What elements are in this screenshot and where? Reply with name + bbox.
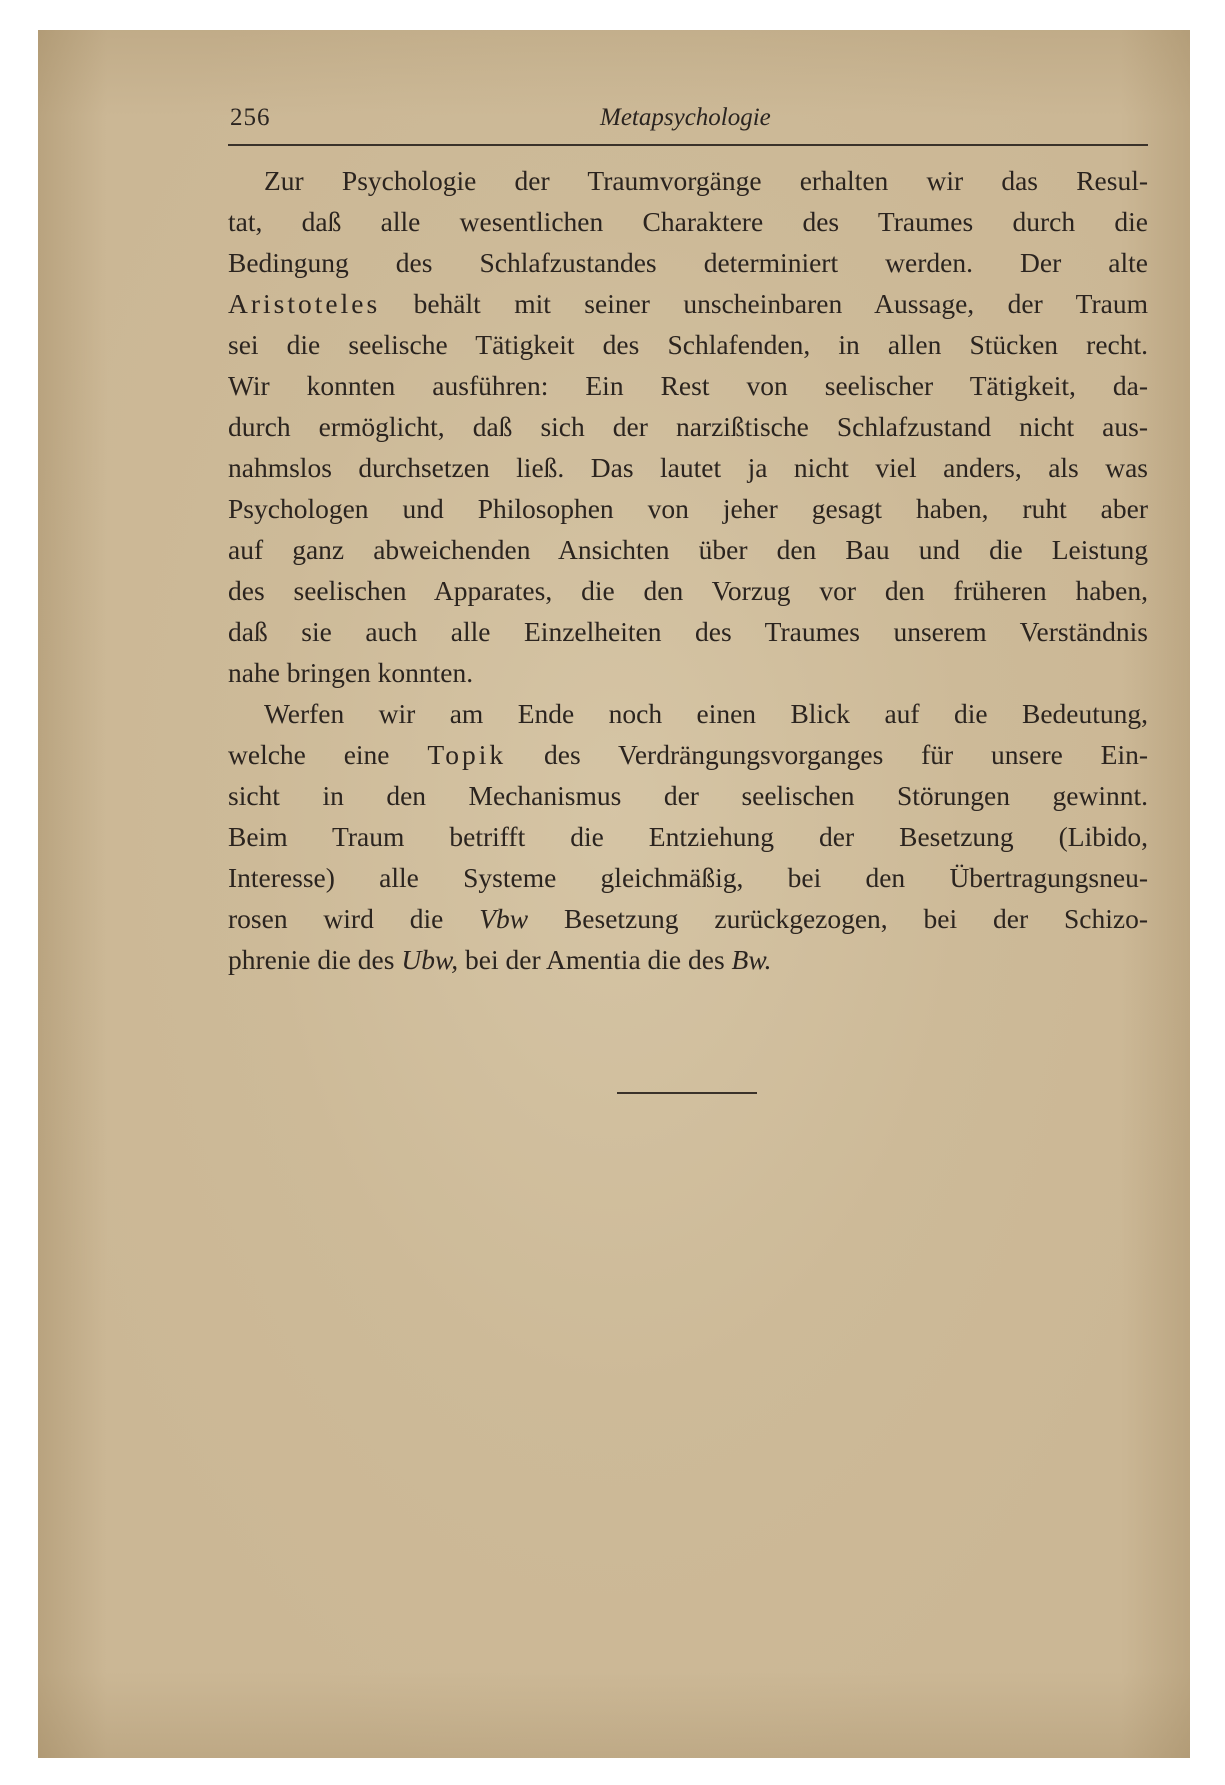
text-line: Interesse) alle Systeme gleichmäßig, bei den Übertragungsneu- [228, 862, 1148, 893]
text-line [228, 939, 1148, 980]
text-line: Psychologen und Philosophen von jeher gesagt haben, ruht aber [228, 493, 1148, 524]
text-fragment: des Verdrängungsvorganges für unsere Ein- [506, 739, 1149, 770]
section-end-rule [617, 1092, 757, 1094]
paragraph-2 [228, 693, 1148, 980]
paragraph-1 [228, 160, 1148, 693]
text-line: Bedingung des Schlafzustandes determiniert werden. Der alte [228, 247, 1148, 278]
text-line: nahmslos durchsetzen ließ. Das lautet ja nicht viel anders, als was [228, 452, 1148, 483]
running-title: Metapsychologie [600, 104, 771, 131]
text-line: Beim Traum betrifft die Entziehung der Besetzung (Libido, [228, 821, 1148, 852]
text-line [228, 283, 1148, 324]
text-fragment: Besetzung zurückgezogen, bei der Schizo- [528, 903, 1149, 934]
text-line: sicht in den Mechanismus der seelischen Störungen gewinnt. [228, 780, 1148, 811]
text-line [228, 898, 1148, 939]
text-line: Werfen wir am Ende noch einen Blick auf die Bedeutung, [264, 698, 1148, 729]
text-line [228, 734, 1148, 775]
italic-abbreviation: Vbw [479, 903, 529, 934]
text-fragment: phrenie die des [228, 944, 402, 975]
header-rule [228, 144, 1148, 146]
text-line: daß sie auch alle Einzelheiten des Traumes unserem Verständnis [228, 616, 1148, 647]
text-fragment: rosen wird die [228, 903, 480, 934]
text-fragment: bei der Amentia die des [458, 944, 732, 975]
text-line: auf ganz abweichenden Ansichten über den Bau und die Leistung [228, 534, 1148, 565]
text-line: Wir konnten ausführen: Ein Rest von seelischer Tätigkeit, da- [228, 370, 1148, 401]
text-fragment: behält mit seiner unscheinbaren Aussage, der Traum [380, 288, 1148, 319]
text-line: sei die seelische Tätigkeit des Schlafenden, in allen Stücken recht. [228, 329, 1148, 360]
text-line: durch ermöglicht, daß sich der narzißtische Schlafzustand nicht aus- [228, 411, 1148, 442]
italic-abbreviation: Ubw, [401, 944, 459, 975]
text-line: Zur Psychologie der Traumvorgänge erhalten wir das Resul- [264, 165, 1148, 196]
text-line: des seelischen Apparates, die den Vorzug vor den früheren haben, [228, 575, 1148, 606]
text-fragment: welche eine [228, 739, 428, 770]
text-line: nahe bringen konnten. [228, 657, 474, 688]
italic-abbreviation: Bw. [731, 944, 772, 975]
emphasized-term: Topik [427, 739, 507, 770]
emphasized-name: Aristoteles [228, 288, 381, 319]
running-head [230, 100, 1147, 144]
body-text [228, 160, 1148, 980]
page-number: 256 [230, 104, 271, 131]
text-line: tat, daß alle wesentlichen Charaktere des Traumes durch die [228, 206, 1148, 237]
